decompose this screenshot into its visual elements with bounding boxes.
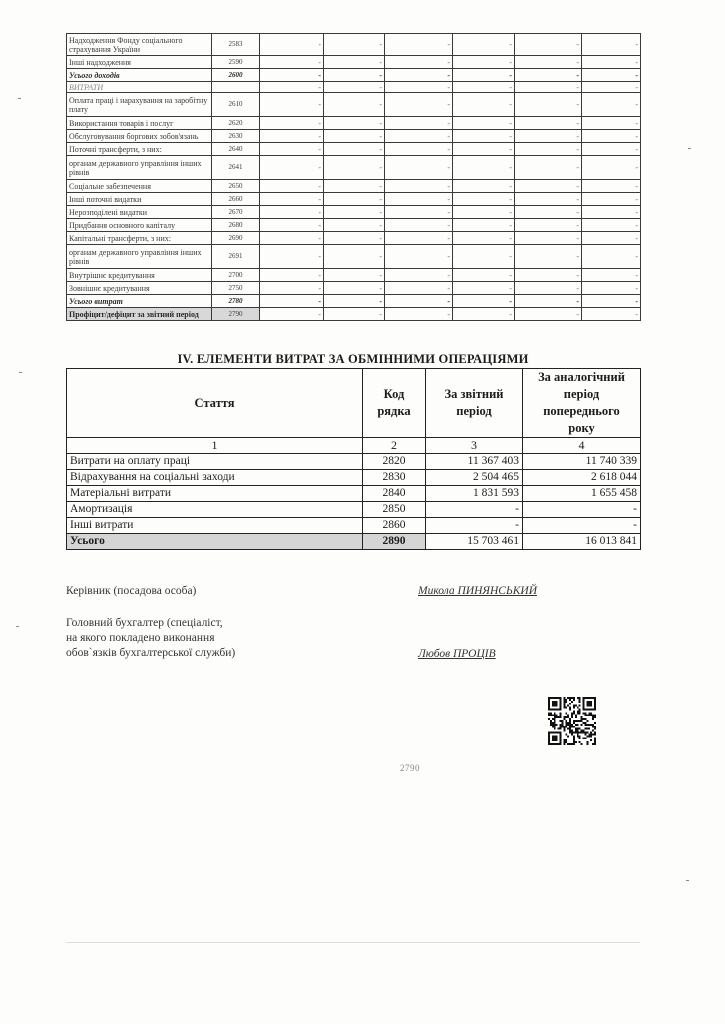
row-value: - xyxy=(582,219,641,232)
row-value: - xyxy=(385,34,453,56)
row-code: 2820 xyxy=(363,454,426,470)
row-label: Поточні трансферти, з них: xyxy=(67,143,212,156)
row-value: - xyxy=(453,282,515,295)
row-value: - xyxy=(260,69,324,82)
row-value: - xyxy=(515,156,582,180)
row-value: - xyxy=(453,69,515,82)
row-code: 2670 xyxy=(212,206,260,219)
row-value: - xyxy=(515,193,582,206)
row-code: 2691 xyxy=(212,245,260,269)
table-row xyxy=(67,206,641,219)
row-value: - xyxy=(582,93,641,117)
row-label: ВИТРАТИ xyxy=(67,82,212,93)
row-value: - xyxy=(515,143,582,156)
row-value: - xyxy=(582,69,641,82)
row-value: - xyxy=(260,295,324,308)
row-value: - xyxy=(324,295,385,308)
row-value: - xyxy=(453,232,515,245)
row-value: - xyxy=(515,308,582,321)
row-value: - xyxy=(260,206,324,219)
row-label: Відрахування на соціальні заходи xyxy=(67,470,363,486)
row-value: - xyxy=(324,130,385,143)
row-value: - xyxy=(453,143,515,156)
row-label: Інші витрати xyxy=(67,518,363,534)
row-code xyxy=(212,82,260,93)
row-code: 2583 xyxy=(212,34,260,56)
row-value: - xyxy=(385,143,453,156)
row-code: 2660 xyxy=(212,193,260,206)
row-code: 2680 xyxy=(212,219,260,232)
total-label: Усього xyxy=(67,534,363,550)
row-value: - xyxy=(260,282,324,295)
row-value: - xyxy=(582,34,641,56)
row-value: - xyxy=(260,219,324,232)
col-number: 1 xyxy=(67,438,363,454)
header-code: Код рядка xyxy=(363,369,426,438)
row-value: - xyxy=(260,143,324,156)
row-value: - xyxy=(324,180,385,193)
expense-elements-table xyxy=(66,368,641,550)
accountant-title-line2: на якого покладено виконання xyxy=(66,632,215,644)
table-row xyxy=(67,193,641,206)
scan-speck xyxy=(688,148,691,149)
row-value: - xyxy=(582,130,641,143)
row-label: Матеріальні витрати xyxy=(67,486,363,502)
qr-code-icon xyxy=(548,697,596,745)
row-value: - xyxy=(582,143,641,156)
accountant-title-line1: Головний бухгалтер (спеціаліст, xyxy=(66,617,223,629)
row-code: 2641 xyxy=(212,156,260,180)
row-value: - xyxy=(385,156,453,180)
row-value: - xyxy=(385,193,453,206)
row-value: - xyxy=(260,180,324,193)
row-value: - xyxy=(324,156,385,180)
row-value: - xyxy=(515,82,582,93)
table-row xyxy=(67,130,641,143)
table-row xyxy=(67,502,641,518)
total-code: 2890 xyxy=(363,534,426,550)
row-value: - xyxy=(453,56,515,69)
row-code: 2600 xyxy=(212,69,260,82)
table-row xyxy=(67,117,641,130)
row-previous: - xyxy=(523,502,641,518)
row-value: - xyxy=(260,193,324,206)
row-value: - xyxy=(324,69,385,82)
col-number: 2 xyxy=(363,438,426,454)
row-value: - xyxy=(582,56,641,69)
row-value: - xyxy=(582,295,641,308)
row-value: - xyxy=(582,82,641,93)
table-row xyxy=(67,282,641,295)
row-value: - xyxy=(515,180,582,193)
row-label: органам державного управління інших рівнів xyxy=(67,245,212,269)
row-current: 2 504 465 xyxy=(426,470,523,486)
row-value: - xyxy=(385,130,453,143)
row-code: 2700 xyxy=(212,269,260,282)
row-value: - xyxy=(582,269,641,282)
row-value: - xyxy=(385,295,453,308)
row-previous: 11 740 339 xyxy=(523,454,641,470)
row-code: 2690 xyxy=(212,232,260,245)
table-row xyxy=(67,219,641,232)
table-row xyxy=(67,295,641,308)
row-code: 2630 xyxy=(212,130,260,143)
row-label: Капітальні трансферти, з них: xyxy=(67,232,212,245)
row-value: - xyxy=(385,206,453,219)
row-value: - xyxy=(385,232,453,245)
row-value: - xyxy=(453,180,515,193)
row-value: - xyxy=(582,180,641,193)
table-row xyxy=(67,308,641,321)
income-expenses-table xyxy=(66,33,641,321)
row-value: - xyxy=(324,206,385,219)
table-row xyxy=(67,518,641,534)
row-value: - xyxy=(324,308,385,321)
row-value: - xyxy=(385,93,453,117)
table-row xyxy=(67,232,641,245)
row-code: 2640 xyxy=(212,143,260,156)
row-value: - xyxy=(260,308,324,321)
row-label: Профіцит/дефіцит за звітний період xyxy=(67,308,212,321)
row-value: - xyxy=(260,269,324,282)
table-row xyxy=(67,93,641,117)
table-row xyxy=(67,486,641,502)
row-value: - xyxy=(260,56,324,69)
row-value: - xyxy=(453,219,515,232)
total-previous: 16 013 841 xyxy=(523,534,641,550)
row-value: - xyxy=(582,117,641,130)
header-article: Стаття xyxy=(67,369,363,438)
row-code: 2790 xyxy=(212,308,260,321)
scan-speck xyxy=(18,98,21,99)
row-value: - xyxy=(453,245,515,269)
row-label: Оплата праці і нарахування на заробітну плату xyxy=(67,93,212,117)
row-value: - xyxy=(515,282,582,295)
row-value: - xyxy=(324,232,385,245)
row-value: - xyxy=(260,34,324,56)
row-value: - xyxy=(385,245,453,269)
row-current: - xyxy=(426,518,523,534)
row-label: Обслуговування боргових зобов'язань xyxy=(67,130,212,143)
row-value: - xyxy=(515,245,582,269)
row-value: - xyxy=(453,193,515,206)
row-label: Інші поточні видатки xyxy=(67,193,212,206)
row-code: 2860 xyxy=(363,518,426,534)
row-value: - xyxy=(453,206,515,219)
row-label: Використання товарів і послуг xyxy=(67,117,212,130)
table-row xyxy=(67,56,641,69)
row-value: - xyxy=(260,156,324,180)
row-value: - xyxy=(582,308,641,321)
row-current: - xyxy=(426,502,523,518)
row-label: Соціальне забезпечення xyxy=(67,180,212,193)
table-row xyxy=(67,156,641,180)
row-value: - xyxy=(324,193,385,206)
row-value: - xyxy=(582,282,641,295)
row-value: - xyxy=(385,308,453,321)
row-value: - xyxy=(453,93,515,117)
row-value: - xyxy=(453,34,515,56)
row-code: 2840 xyxy=(363,486,426,502)
total-current: 15 703 461 xyxy=(426,534,523,550)
row-value: - xyxy=(324,56,385,69)
row-code: 2750 xyxy=(212,282,260,295)
row-previous: - xyxy=(523,518,641,534)
table-row xyxy=(67,180,641,193)
page-number: 2790 xyxy=(400,763,420,773)
row-value: - xyxy=(515,232,582,245)
row-code: 2850 xyxy=(363,502,426,518)
row-value: - xyxy=(515,93,582,117)
row-value: - xyxy=(453,269,515,282)
header-previous: За аналогічний період попереднього року xyxy=(523,369,641,438)
total-row xyxy=(67,534,641,550)
row-value: - xyxy=(385,56,453,69)
accountant-name: Любов ПРОЦІВ xyxy=(418,648,496,660)
row-value: - xyxy=(260,232,324,245)
table-row xyxy=(67,143,641,156)
row-label: Інші надходження xyxy=(67,56,212,69)
row-value: - xyxy=(324,282,385,295)
row-value: - xyxy=(260,82,324,93)
head-title: Керівник (посадова особа) xyxy=(66,585,197,597)
row-label: Надходження Фонду соціального страхування України xyxy=(67,34,212,56)
row-label: Нерозподілені видатки xyxy=(67,206,212,219)
row-value: - xyxy=(385,282,453,295)
row-label: Зовнішнє кредитування xyxy=(67,282,212,295)
row-value: - xyxy=(453,156,515,180)
row-code: 2620 xyxy=(212,117,260,130)
row-value: - xyxy=(515,130,582,143)
footer-divider xyxy=(66,942,640,943)
row-label: Амортизація xyxy=(67,502,363,518)
row-code: 2590 xyxy=(212,56,260,69)
row-value: - xyxy=(260,117,324,130)
row-value: - xyxy=(515,69,582,82)
row-value: - xyxy=(582,206,641,219)
row-value: - xyxy=(515,295,582,308)
row-value: - xyxy=(515,56,582,69)
scan-speck xyxy=(16,626,19,627)
row-value: - xyxy=(260,245,324,269)
row-value: - xyxy=(515,117,582,130)
row-label: органам державного управління інших рівнів xyxy=(67,156,212,180)
row-value: - xyxy=(453,295,515,308)
row-label: Внутрішнє кредитування xyxy=(67,269,212,282)
head-name: Микола ПИНЯНСЬКИЙ xyxy=(418,585,537,597)
col-number: 4 xyxy=(523,438,641,454)
row-label: Придбання основного капіталу xyxy=(67,219,212,232)
row-value: - xyxy=(582,245,641,269)
row-label: Усього доходів xyxy=(67,69,212,82)
row-value: - xyxy=(453,308,515,321)
scan-speck xyxy=(686,880,689,881)
row-value: - xyxy=(324,117,385,130)
row-value: - xyxy=(582,156,641,180)
scan-speck xyxy=(19,372,22,373)
row-previous: 1 655 458 xyxy=(523,486,641,502)
table-row xyxy=(67,454,641,470)
row-value: - xyxy=(324,93,385,117)
table-row xyxy=(67,245,641,269)
row-previous: 2 618 044 xyxy=(523,470,641,486)
row-value: - xyxy=(324,82,385,93)
row-value: - xyxy=(385,82,453,93)
row-label: Витрати на оплату праці xyxy=(67,454,363,470)
row-value: - xyxy=(324,219,385,232)
row-code: 2830 xyxy=(363,470,426,486)
row-value: - xyxy=(385,69,453,82)
col-number: 3 xyxy=(426,438,523,454)
row-value: - xyxy=(515,219,582,232)
row-label: Усього витрат xyxy=(67,295,212,308)
row-value: - xyxy=(515,34,582,56)
row-value: - xyxy=(453,82,515,93)
row-value: - xyxy=(385,117,453,130)
table-row xyxy=(67,269,641,282)
row-value: - xyxy=(324,34,385,56)
row-value: - xyxy=(453,130,515,143)
header-current: За звітний період xyxy=(426,369,523,438)
row-value: - xyxy=(260,130,324,143)
row-current: 11 367 403 xyxy=(426,454,523,470)
row-value: - xyxy=(515,206,582,219)
row-current: 1 831 593 xyxy=(426,486,523,502)
row-value: - xyxy=(324,269,385,282)
table-row xyxy=(67,82,641,93)
row-value: - xyxy=(260,93,324,117)
table-row xyxy=(67,470,641,486)
section-title: IV. ЕЛЕМЕНТИ ВИТРАТ ЗА ОБМІННИМИ ОПЕРАЦІЯМИ xyxy=(177,352,529,366)
accountant-title-line3: обов`язків бухгалтерської служби) xyxy=(66,647,236,659)
row-value: - xyxy=(582,193,641,206)
row-value: - xyxy=(385,219,453,232)
row-code: 2610 xyxy=(212,93,260,117)
table-row xyxy=(67,69,641,82)
row-value: - xyxy=(385,180,453,193)
row-code: 2780 xyxy=(212,295,260,308)
row-value: - xyxy=(385,269,453,282)
row-value: - xyxy=(582,232,641,245)
table-row xyxy=(67,34,641,56)
row-value: - xyxy=(324,245,385,269)
row-value: - xyxy=(453,117,515,130)
row-value: - xyxy=(515,269,582,282)
row-value: - xyxy=(324,143,385,156)
row-code: 2650 xyxy=(212,180,260,193)
